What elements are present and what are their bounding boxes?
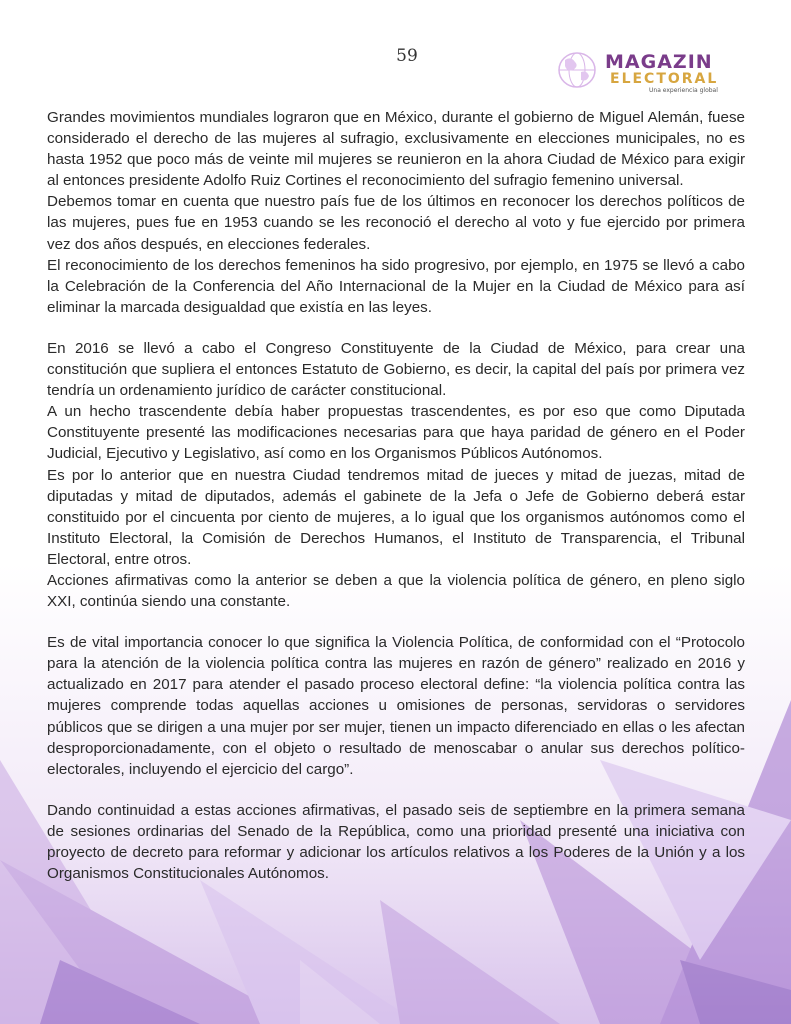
magazin-electoral-logo — [555, 50, 735, 98]
paragraph: A un hecho trascendente debía haber propuestas trascendentes, es por eso que como Diputada Constituyente presenté las modificaciones necesarias para que haya paridad de género en el Poder Judicial, Ejecutivo y Legislativo, así como en los Organismos Públicos Autónomos. — [47, 403, 745, 463]
paragraph: Es por lo anterior que en nuestra Ciudad tendremos mitad de jueces y mitad de juezas, mitad de diputadas y mitad de diputados, además el gabinete de la Jefa o Jefe de Gobierno deberá estar constituido por el cincuenta por ciento de mujeres, a lo igual que los organismos autónomos como el Instituto Electoral, la Comisión de Derechos Humanos, el Instituto de Transparencia, el Tribunal Electoral, entre otros. — [47, 466, 745, 568]
page-number: 59 — [396, 46, 418, 66]
paragraph: Es de vital importancia conocer lo que significa la Violencia Política, de conformidad con el “Protocolo para la atención de la violencia política contra las mujeres en razón de género” realizado en 2016 y actualizado en 2017 para atender el pasado proceso electoral define: “la violencia política contra las mujeres comprende todas aquellas acciones u omisiones de personas, servidoras o servidores públicos que se dirigen a una mujer por ser mujer, tienen un impacto diferenciado en ellas o les afectan desproporcionadamente, con el objeto o resultado de menoscabar o anular sus derechos político-electorales, incluyendo el ejercicio del cargo”. — [47, 634, 745, 778]
globe-icon — [555, 50, 603, 90]
paragraph-spacer — [47, 780, 745, 800]
paragraph: Acciones afirmativas como la anterior se deben a que la violencia política de género, en pleno siglo XXI, continúa siendo una constante. — [47, 571, 745, 611]
paragraph: En 2016 se llevó a cabo el Congreso Constituyente de la Ciudad de México, para crear una constitución que supliera el entonces Estatuto de Gobierno, es decir, la capital del país por primera vez tendría un ordenamiento jurídico de carácter constitucional. — [47, 339, 745, 400]
logo-tagline: Una experiencia global — [649, 87, 718, 94]
logo-subtitle: ELECTORAL — [610, 71, 719, 87]
paragraph-spacer — [47, 612, 745, 632]
paragraph: El reconocimiento de los derechos femeninos ha sido progresivo, por ejemplo, en 1975 se llevó a cabo la Celebración de la Conferencia del Año Internacional de la Mujer en la Ciudad de México para así eliminar la marcada desigualdad que existía en las leyes. — [47, 256, 745, 316]
paragraph-spacer — [47, 318, 745, 338]
paragraph: Grandes movimientos mundiales lograron que en México, durante el gobierno de Miguel Alemán, fuese considerado el derecho de las mujeres al sufragio, exclusivamente en elecciones municipales, no es hasta 1952 que poco más de veinte mil mujeres se reunieron en la ahora Ciudad de México para exigir al entonces presidente Adolfo Ruiz Cortines el reconocimiento del sufragio femenino universal. — [47, 109, 745, 190]
logo-title: MAGAZIN — [605, 51, 713, 73]
article-body — [47, 107, 745, 884]
paragraph: Debemos tomar en cuenta que nuestro país fue de los últimos en reconocer los derechos políticos de las mujeres, pues fue en 1953 cuando se les reconoció el derecho al voto y fue ejercido por primera vez dos años después, en elecciones federales. — [47, 193, 745, 253]
paragraph: Dando continuidad a estas acciones afirmativas, el pasado seis de septiembre en la primera semana de sesiones ordinarias del Senado de la República, como una prioridad presenté una iniciativa con proyecto de decreto para reformar y adicionar los artículos relativos a los Poderes de la Unión y a los Organismos Constitucionales Autónomos. — [47, 801, 745, 883]
